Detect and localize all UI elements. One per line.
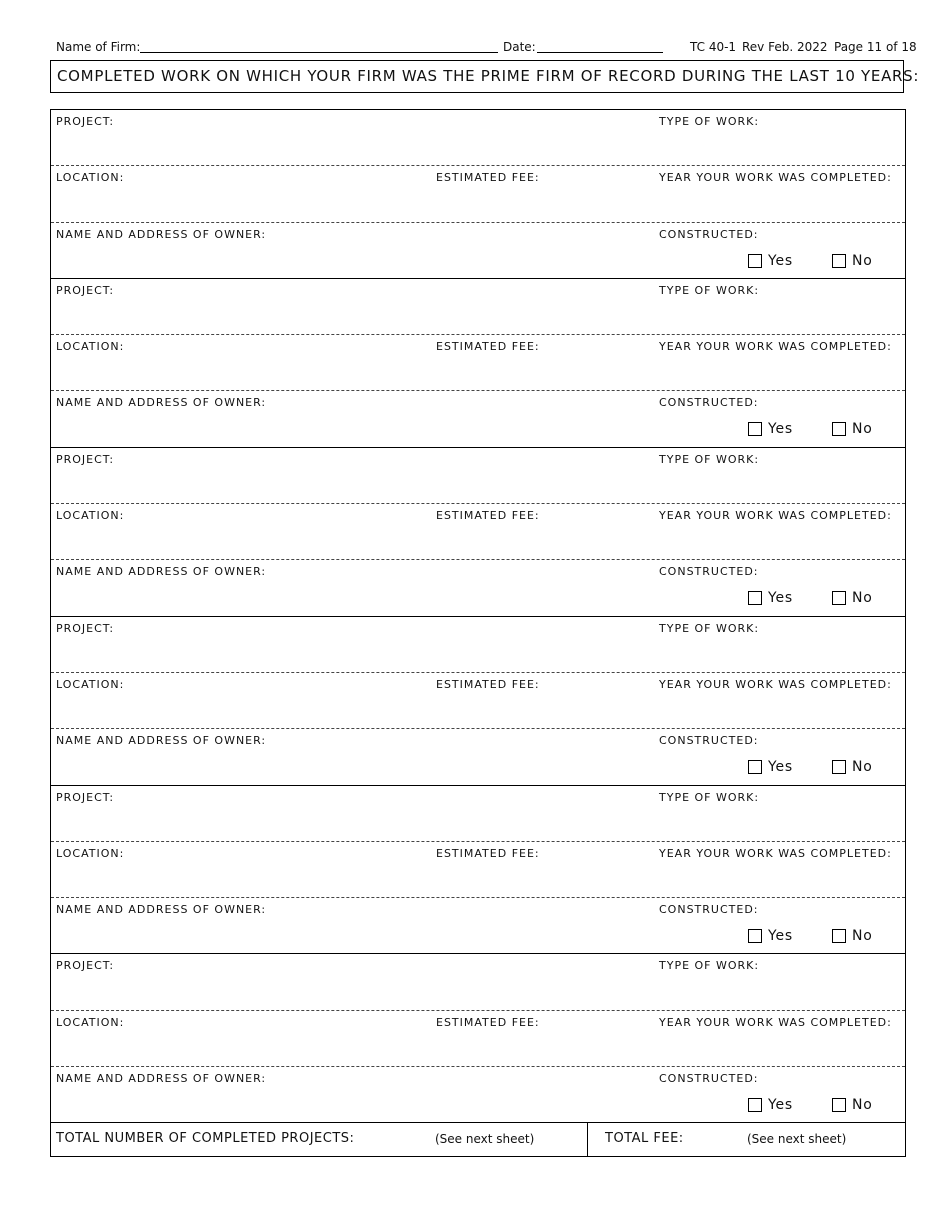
owner-row[interactable] xyxy=(51,391,905,447)
project-label: PROJECT: xyxy=(56,790,115,804)
constructed-yes-checkbox[interactable] xyxy=(748,1098,762,1112)
year-completed-label: YEAR YOUR WORK WAS COMPLETED: xyxy=(659,1015,892,1029)
form-id: TC 40-1 xyxy=(690,40,737,54)
location-row[interactable] xyxy=(51,504,905,560)
yes-label: Yes xyxy=(768,928,793,945)
yes-label: Yes xyxy=(768,590,793,607)
total-projects-label: TOTAL NUMBER OF COMPLETED PROJECTS: xyxy=(56,1131,355,1147)
location-label: LOCATION: xyxy=(56,846,125,860)
type-of-work-label: TYPE OF WORK: xyxy=(659,790,760,804)
form-revision: Rev Feb. 2022 xyxy=(742,40,828,54)
constructed-yes-checkbox[interactable] xyxy=(748,254,762,268)
year-completed-label: YEAR YOUR WORK WAS COMPLETED: xyxy=(659,846,892,860)
estimated-fee-label: ESTIMATED FEE: xyxy=(436,340,540,354)
location-label: LOCATION: xyxy=(56,171,125,185)
constructed-no-checkbox[interactable] xyxy=(832,1098,846,1112)
project-row[interactable] xyxy=(51,786,905,842)
constructed-label: CONSTRUCTED: xyxy=(659,734,759,748)
no-label: No xyxy=(852,590,873,607)
constructed-no-checkbox[interactable] xyxy=(832,760,846,774)
constructed-label: CONSTRUCTED: xyxy=(659,903,759,917)
total-projects-note: (See next sheet) xyxy=(435,1132,535,1147)
estimated-fee-label: ESTIMATED FEE: xyxy=(436,846,540,860)
owner-label: NAME AND ADDRESS OF OWNER: xyxy=(56,396,267,410)
estimated-fee-label: ESTIMATED FEE: xyxy=(436,509,540,523)
no-label: No xyxy=(852,1097,873,1114)
constructed-yes-checkbox[interactable] xyxy=(748,929,762,943)
no-label: No xyxy=(852,421,873,438)
project-entry xyxy=(51,448,905,617)
project-entry xyxy=(51,786,905,955)
project-entry xyxy=(51,954,905,1123)
estimated-fee-label: ESTIMATED FEE: xyxy=(436,1015,540,1029)
yes-label: Yes xyxy=(768,759,793,776)
owner-label: NAME AND ADDRESS OF OWNER: xyxy=(56,1072,267,1086)
project-row[interactable] xyxy=(51,279,905,335)
yes-label: Yes xyxy=(768,421,793,438)
constructed-yes-checkbox[interactable] xyxy=(748,422,762,436)
year-completed-label: YEAR YOUR WORK WAS COMPLETED: xyxy=(659,509,892,523)
owner-row[interactable] xyxy=(51,898,905,954)
type-of-work-label: TYPE OF WORK: xyxy=(659,115,760,128)
firm-name-field[interactable] xyxy=(140,52,498,53)
location-row[interactable] xyxy=(51,166,905,222)
totals-divider xyxy=(587,1123,588,1156)
constructed-label: CONSTRUCTED: xyxy=(659,396,759,410)
project-label: PROJECT: xyxy=(56,283,115,297)
section-title: COMPLETED WORK ON WHICH YOUR FIRM WAS THE PRIME FIRM OF RECORD DURING THE LAST 10 YEARS: xyxy=(50,60,904,93)
location-label: LOCATION: xyxy=(56,677,125,691)
constructed-no-checkbox[interactable] xyxy=(832,422,846,436)
project-entry xyxy=(51,279,905,448)
no-label: No xyxy=(852,252,873,269)
year-completed-label: YEAR YOUR WORK WAS COMPLETED: xyxy=(659,171,892,185)
project-row[interactable] xyxy=(51,110,905,166)
project-label: PROJECT: xyxy=(56,452,115,466)
total-fee-note: (See next sheet) xyxy=(747,1132,847,1147)
location-row[interactable] xyxy=(51,673,905,729)
constructed-no-checkbox[interactable] xyxy=(832,254,846,268)
date-label: Date: xyxy=(503,40,536,54)
project-row[interactable] xyxy=(51,954,905,1010)
location-label: LOCATION: xyxy=(56,509,125,523)
type-of-work-label: TYPE OF WORK: xyxy=(659,959,760,973)
constructed-label: CONSTRUCTED: xyxy=(659,565,759,579)
date-field[interactable] xyxy=(537,52,663,53)
owner-label: NAME AND ADDRESS OF OWNER: xyxy=(56,565,267,579)
owner-label: NAME AND ADDRESS OF OWNER: xyxy=(56,903,267,917)
estimated-fee-label: ESTIMATED FEE: xyxy=(436,677,540,691)
project-row[interactable] xyxy=(51,617,905,673)
no-label: No xyxy=(852,928,873,945)
owner-label: NAME AND ADDRESS OF OWNER: xyxy=(56,227,267,241)
constructed-no-checkbox[interactable] xyxy=(832,591,846,605)
project-entry xyxy=(51,110,905,279)
constructed-yes-checkbox[interactable] xyxy=(748,591,762,605)
type-of-work-label: TYPE OF WORK: xyxy=(659,283,760,297)
type-of-work-label: TYPE OF WORK: xyxy=(659,452,760,466)
owner-label: NAME AND ADDRESS OF OWNER: xyxy=(56,734,267,748)
location-row[interactable] xyxy=(51,842,905,898)
yes-label: Yes xyxy=(768,252,793,269)
project-label: PROJECT: xyxy=(56,959,115,973)
constructed-label: CONSTRUCTED: xyxy=(659,1072,759,1086)
project-label: PROJECT: xyxy=(56,115,115,128)
owner-row[interactable] xyxy=(51,223,905,279)
year-completed-label: YEAR YOUR WORK WAS COMPLETED: xyxy=(659,677,892,691)
project-label: PROJECT: xyxy=(56,621,115,635)
firm-name-label: Name of Firm: xyxy=(56,40,141,54)
constructed-label: CONSTRUCTED: xyxy=(659,227,759,241)
project-row[interactable] xyxy=(51,448,905,504)
location-label: LOCATION: xyxy=(56,1015,125,1029)
total-fee-label: TOTAL FEE: xyxy=(605,1131,684,1147)
estimated-fee-label: ESTIMATED FEE: xyxy=(436,171,540,185)
no-label: No xyxy=(852,759,873,776)
project-entry xyxy=(51,617,905,786)
location-row[interactable] xyxy=(51,335,905,391)
yes-label: Yes xyxy=(768,1097,793,1114)
owner-row[interactable] xyxy=(51,1067,905,1123)
constructed-no-checkbox[interactable] xyxy=(832,929,846,943)
location-label: LOCATION: xyxy=(56,340,125,354)
constructed-yes-checkbox[interactable] xyxy=(748,760,762,774)
location-row[interactable] xyxy=(51,1011,905,1067)
year-completed-label: YEAR YOUR WORK WAS COMPLETED: xyxy=(659,340,892,354)
totals-row xyxy=(51,1123,905,1156)
type-of-work-label: TYPE OF WORK: xyxy=(659,621,760,635)
owner-row[interactable] xyxy=(51,729,905,785)
page-number: Page 11 of 18 xyxy=(834,40,917,54)
owner-row[interactable] xyxy=(51,560,905,616)
completed-work-form xyxy=(50,109,906,1157)
